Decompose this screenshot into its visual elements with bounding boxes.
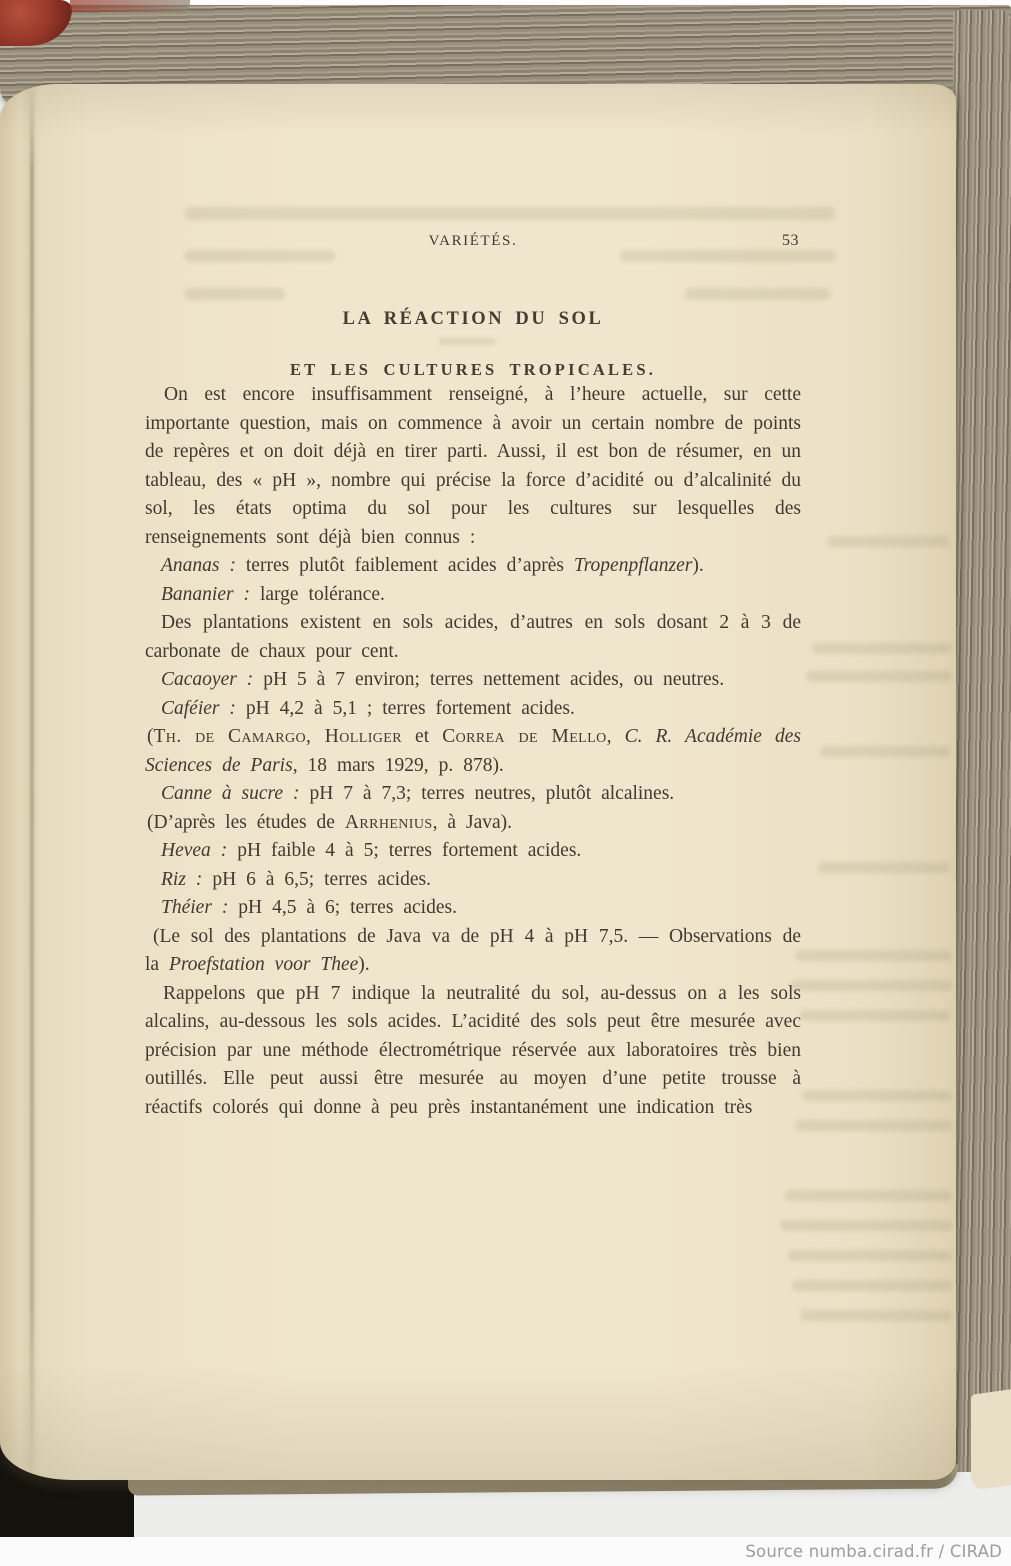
bleedthrough-line — [812, 643, 952, 654]
article-title: LA RÉACTION DU SOL — [342, 309, 604, 329]
text-run: Riz : — [161, 868, 213, 890]
running-header: VARIÉTÉS. — [428, 233, 518, 249]
text-run: et — [401, 726, 443, 747]
text-run: , à Java). — [432, 811, 513, 833]
book-right-page-edges — [953, 10, 1011, 1472]
text-run: Canne à sucre : — [161, 783, 310, 804]
bleedthrough-line — [800, 1310, 952, 1321]
bleedthrough-line — [795, 1120, 952, 1131]
text-run: Cacaoyer : — [161, 669, 264, 690]
text-run: (Le sol des plantations de Java va de pH 4 à pH 7,5. — Observations de la — [145, 925, 801, 975]
paragraph — [145, 780, 801, 809]
text-run: Tropenpflanzer — [573, 555, 693, 576]
text-run: Arrhenius — [344, 811, 433, 833]
bleedthrough-line — [818, 862, 950, 873]
paragraph — [145, 980, 801, 1123]
text-run: Proefstation voor Thee — [169, 954, 359, 975]
text-run: ). — [358, 954, 370, 975]
bleedthrough-line — [795, 950, 952, 961]
book-page — [0, 84, 956, 1480]
text-body — [145, 381, 801, 1122]
text-run: On est encore insuffisamment renseigné, à l’heure actuelle, sur cette importante question, mais on commence à avoir un certain nombre de points de repères et on doit déjà en tirer parti. Aussi, il est bon de résumer, en un tableau, des « pH », nombre qui précise la force d’acidité ou d’alcalinité du sol, les états optima du sol pour les cultures sur lesquelles des renseignements sont déjà bien connus : — [145, 384, 801, 548]
text-run: pH 4,2 à 5,1 ; terres fortement acides. — [245, 697, 575, 719]
paragraph — [145, 381, 801, 552]
text-run: pH 6 à 6,5; terres acides. — [212, 868, 431, 890]
text-run: Ananas : — [161, 555, 246, 576]
text-run: large tolérance. — [259, 583, 385, 605]
article-subtitle: ET LES CULTURES TROPICALES. — [289, 360, 657, 379]
bleedthrough-line — [788, 1250, 952, 1261]
paragraph — [145, 609, 801, 666]
paragraph — [145, 809, 801, 838]
bleedthrough-line — [780, 1220, 952, 1231]
page-number: 53 — [782, 232, 799, 249]
text-run: , 18 mars 1929, p. 878). — [292, 754, 504, 776]
bleedthrough-line — [790, 980, 952, 991]
attribution-bar — [0, 1537, 1011, 1566]
page-header — [145, 231, 801, 251]
paragraph — [145, 837, 801, 866]
paragraph — [145, 552, 801, 581]
text-run: Th. de Camargo, Holliger — [153, 726, 402, 747]
bleedthrough-line — [802, 1090, 952, 1101]
text-run: C. R. Académie des Sciences de Paris — [145, 726, 801, 776]
underlying-page-corner — [971, 1389, 1011, 1491]
text-run: ). — [692, 555, 704, 576]
paragraph — [145, 666, 801, 695]
attribution-text: Source numba.cirad.fr / CIRAD — [745, 1542, 1002, 1561]
text-run: pH 4,5 à 6; terres acides. — [238, 897, 457, 918]
text-run: pH faible 4 à 5; terres fortement acides. — [237, 840, 582, 861]
text-run: pH 7 à 7,3; terres neutres, plutôt alcalines. — [309, 783, 675, 804]
bleedthrough-line — [785, 1190, 952, 1201]
bleedthrough-line — [820, 746, 950, 757]
bleedthrough-line — [185, 207, 835, 220]
paragraph — [145, 723, 801, 780]
paragraph — [145, 923, 801, 980]
text-run: Rappelons que pH 7 indique la neutralité du sol, au-dessus on a les sols alcalins, au-dessous les sols acides. L’acidité des sols peut être mesurée avec précision par une méthode électrométrique réservée aux laboratoires très bien outillés. Elle peut aussi être mesurée au moyen d’une petite trousse à réactifs colorés qui donne à peu près instantanément une indication très — [145, 982, 801, 1118]
text-run: (D’après les études de — [147, 811, 345, 833]
page-text — [145, 231, 801, 1122]
paragraph — [145, 866, 801, 895]
text-run: Hevea : — [161, 840, 238, 861]
text-run: Bananier : — [161, 583, 260, 605]
text-run: terres plutôt faiblement acides d’après — [245, 555, 574, 576]
text-run: Caféier : — [161, 697, 246, 719]
text-run: Théier : — [161, 897, 239, 918]
paragraph — [145, 695, 801, 724]
marbled-edge-sliver — [70, 0, 190, 12]
bleedthrough-line — [800, 1010, 950, 1021]
text-run: pH 5 à 7 environ; terres nettement acides, ou neutres. — [263, 669, 725, 690]
bleedthrough-line — [828, 536, 950, 547]
paragraph — [145, 894, 801, 923]
text-run: , — [606, 726, 625, 747]
bleedthrough-line — [792, 1280, 952, 1291]
text-run: Des plantations existent en sols acides, d’autres en sols dosant 2 à 3 de carbonate de chaux pour cent. — [145, 612, 801, 662]
bleedthrough-line — [806, 671, 952, 682]
text-run: ( — [147, 726, 154, 747]
text-run: Correa de Mello — [442, 726, 607, 747]
paragraph — [145, 581, 801, 610]
